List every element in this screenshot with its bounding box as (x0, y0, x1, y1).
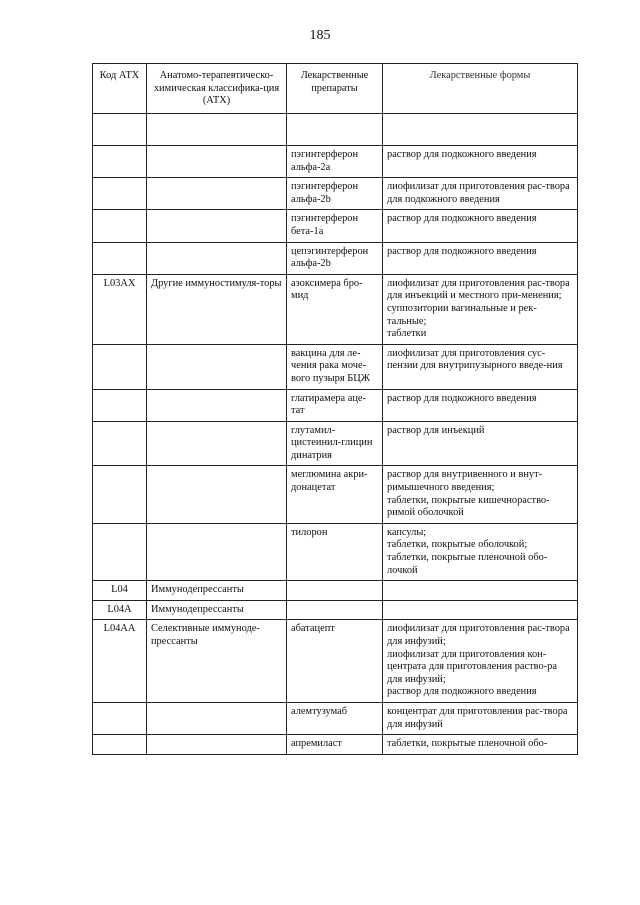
atc-code-cell (93, 421, 147, 466)
table-header-row (93, 64, 578, 114)
dosage-forms-cell (383, 523, 578, 580)
atc-code-cell: L04 (93, 581, 147, 601)
dosage-form-line: таблетки, покрытые пленочной обо-лочкой (387, 552, 548, 576)
atc-class-cell (147, 702, 287, 734)
table-row (93, 274, 578, 344)
drug-cell: тилорон (287, 523, 383, 580)
atc-class-cell (147, 344, 287, 389)
dosage-forms-cell (383, 242, 578, 274)
atc-code-cell (93, 735, 147, 755)
drug-cell: апремиласт (287, 735, 383, 755)
dosage-forms-cell (383, 421, 578, 466)
dosage-form-line: раствор для инъекций (387, 424, 485, 436)
atc-class-cell (147, 114, 287, 146)
dosage-form-line: таблетки, покрытые кишечнораство-римой оболочкой (387, 494, 550, 519)
atc-class-cell (147, 421, 287, 466)
table-row (93, 421, 578, 466)
drug-cell: глутамил-цистеинил-глицин динатрия (287, 421, 383, 466)
table-row (93, 389, 578, 421)
atc-class-cell (147, 389, 287, 421)
table-row (93, 735, 578, 755)
dosage-form-line: лиофилизат для приготовления сус-пензии для внутрипузырного введе-ния (387, 347, 563, 372)
dosage-forms-cell (383, 735, 578, 755)
table-row (93, 114, 578, 146)
atc-class-cell (147, 242, 287, 274)
dosage-form-line: лиофилизат для приготовления кон-центрата для приготовления раство-ра для инфузий; (387, 648, 557, 685)
atc-code-cell: L03AX (93, 274, 147, 344)
dosage-forms-cell (383, 581, 578, 601)
table-row (93, 702, 578, 734)
drug-cell (287, 600, 383, 620)
dosage-forms-cell (383, 466, 578, 523)
dosage-form-line: таблетки (387, 328, 427, 340)
atc-table (92, 63, 578, 755)
dosage-form-line: лиофилизат для приготовления рас-твора для инъекций и местного при-менения; (387, 277, 570, 302)
dosage-forms-cell (383, 274, 578, 344)
table-row (93, 600, 578, 620)
atc-code-cell: L04AA (93, 620, 147, 703)
dosage-form-line: раствор для подкожного введения (387, 392, 537, 404)
dosage-form-line: лиофилизат для приготовления рас-твора для инфузий; (387, 623, 570, 647)
dosage-forms-cell (383, 344, 578, 389)
drug-cell (287, 114, 383, 146)
drug-cell: пэгинтерферон бета-1а (287, 210, 383, 242)
dosage-form-line: раствор для внутривенного и внут-римышечного введения; (387, 469, 543, 494)
table-row (93, 620, 578, 703)
drug-cell: абатацепт (287, 620, 383, 703)
atc-class-cell: Иммунодепрессанты (147, 581, 287, 601)
atc-class-cell (147, 178, 287, 210)
atc-code-cell (93, 114, 147, 146)
drug-cell: вакцина для ле-чения рака моче-вого пузыря БЦЖ (287, 344, 383, 389)
atc-code-cell (93, 210, 147, 242)
drug-cell: глатирамера аце-тат (287, 389, 383, 421)
atc-class-cell: Иммунодепрессанты (147, 600, 287, 620)
table-row (93, 466, 578, 523)
drug-cell: пэгинтерферон альфа-2а (287, 146, 383, 178)
atc-code-cell (93, 178, 147, 210)
drug-cell: меглюмина акри-донацетат (287, 466, 383, 523)
header-atc-classification: Анатомо-терапевтическо-химическая классифика-ция (АТХ) (147, 64, 287, 114)
atc-class-cell (147, 466, 287, 523)
atc-code-cell (93, 389, 147, 421)
table-row (93, 344, 578, 389)
dosage-form-line: раствор для подкожного введения (387, 686, 537, 698)
dosage-form-line: лиофилизат для приготовления рас-твора для подкожного введения (387, 181, 570, 205)
atc-code-cell (93, 523, 147, 580)
atc-class-cell (147, 523, 287, 580)
atc-class-cell (147, 735, 287, 755)
drug-cell: азоксимера бро-мид (287, 274, 383, 344)
dosage-form-line: раствор для подкожного введения (387, 213, 537, 225)
atc-code-cell (93, 344, 147, 389)
table-row (93, 242, 578, 274)
atc-code-cell: L04A (93, 600, 147, 620)
dosage-forms-cell (383, 620, 578, 703)
page-number: 185 (309, 28, 331, 43)
drug-cell: алемтузумаб (287, 702, 383, 734)
dosage-forms-cell (383, 210, 578, 242)
atc-code-cell (93, 702, 147, 734)
dosage-forms-cell (383, 600, 578, 620)
table-body (93, 114, 578, 755)
dosage-form-line: раствор для подкожного введения (387, 149, 537, 160)
dosage-form-line: раствор для подкожного введения (387, 245, 537, 257)
dosage-forms-cell (383, 146, 578, 178)
atc-code-cell (93, 466, 147, 523)
atc-class-cell: Другие иммуностимуля-торы (147, 274, 287, 344)
dosage-form-line: суппозитории вагинальные и рек-тальные; (387, 302, 537, 327)
dosage-forms-cell (383, 389, 578, 421)
table-row (93, 581, 578, 601)
atc-class-cell (147, 146, 287, 178)
dosage-forms-cell (383, 178, 578, 210)
atc-class-cell (147, 210, 287, 242)
table-row (93, 523, 578, 580)
dosage-forms-cell (383, 702, 578, 734)
table-row (93, 210, 578, 242)
table-row (93, 178, 578, 210)
dosage-forms-cell (383, 114, 578, 146)
drug-cell: цепэгинтерферон альфа-2b (287, 242, 383, 274)
atc-code-cell (93, 146, 147, 178)
dosage-form-line: таблетки, покрытые пленочной обо- (387, 738, 548, 750)
atc-class-cell: Селективные иммуноде-прессанты (147, 620, 287, 703)
header-atc-code: Код АТХ (93, 64, 147, 114)
drug-cell (287, 581, 383, 601)
table-row (93, 146, 578, 178)
atc-code-cell (93, 242, 147, 274)
header-drugs: Лекарственные препараты (287, 64, 383, 114)
drug-cell: пэгинтерферон альфа-2b (287, 178, 383, 210)
dosage-form-line: концентрат для приготовления рас-твора для инфузий (387, 705, 568, 730)
dosage-form-line: капсулы; (387, 526, 427, 538)
dosage-form-line: таблетки, покрытые оболочкой; (387, 539, 528, 551)
header-dosage-forms: Лекарственные формы (383, 64, 578, 114)
